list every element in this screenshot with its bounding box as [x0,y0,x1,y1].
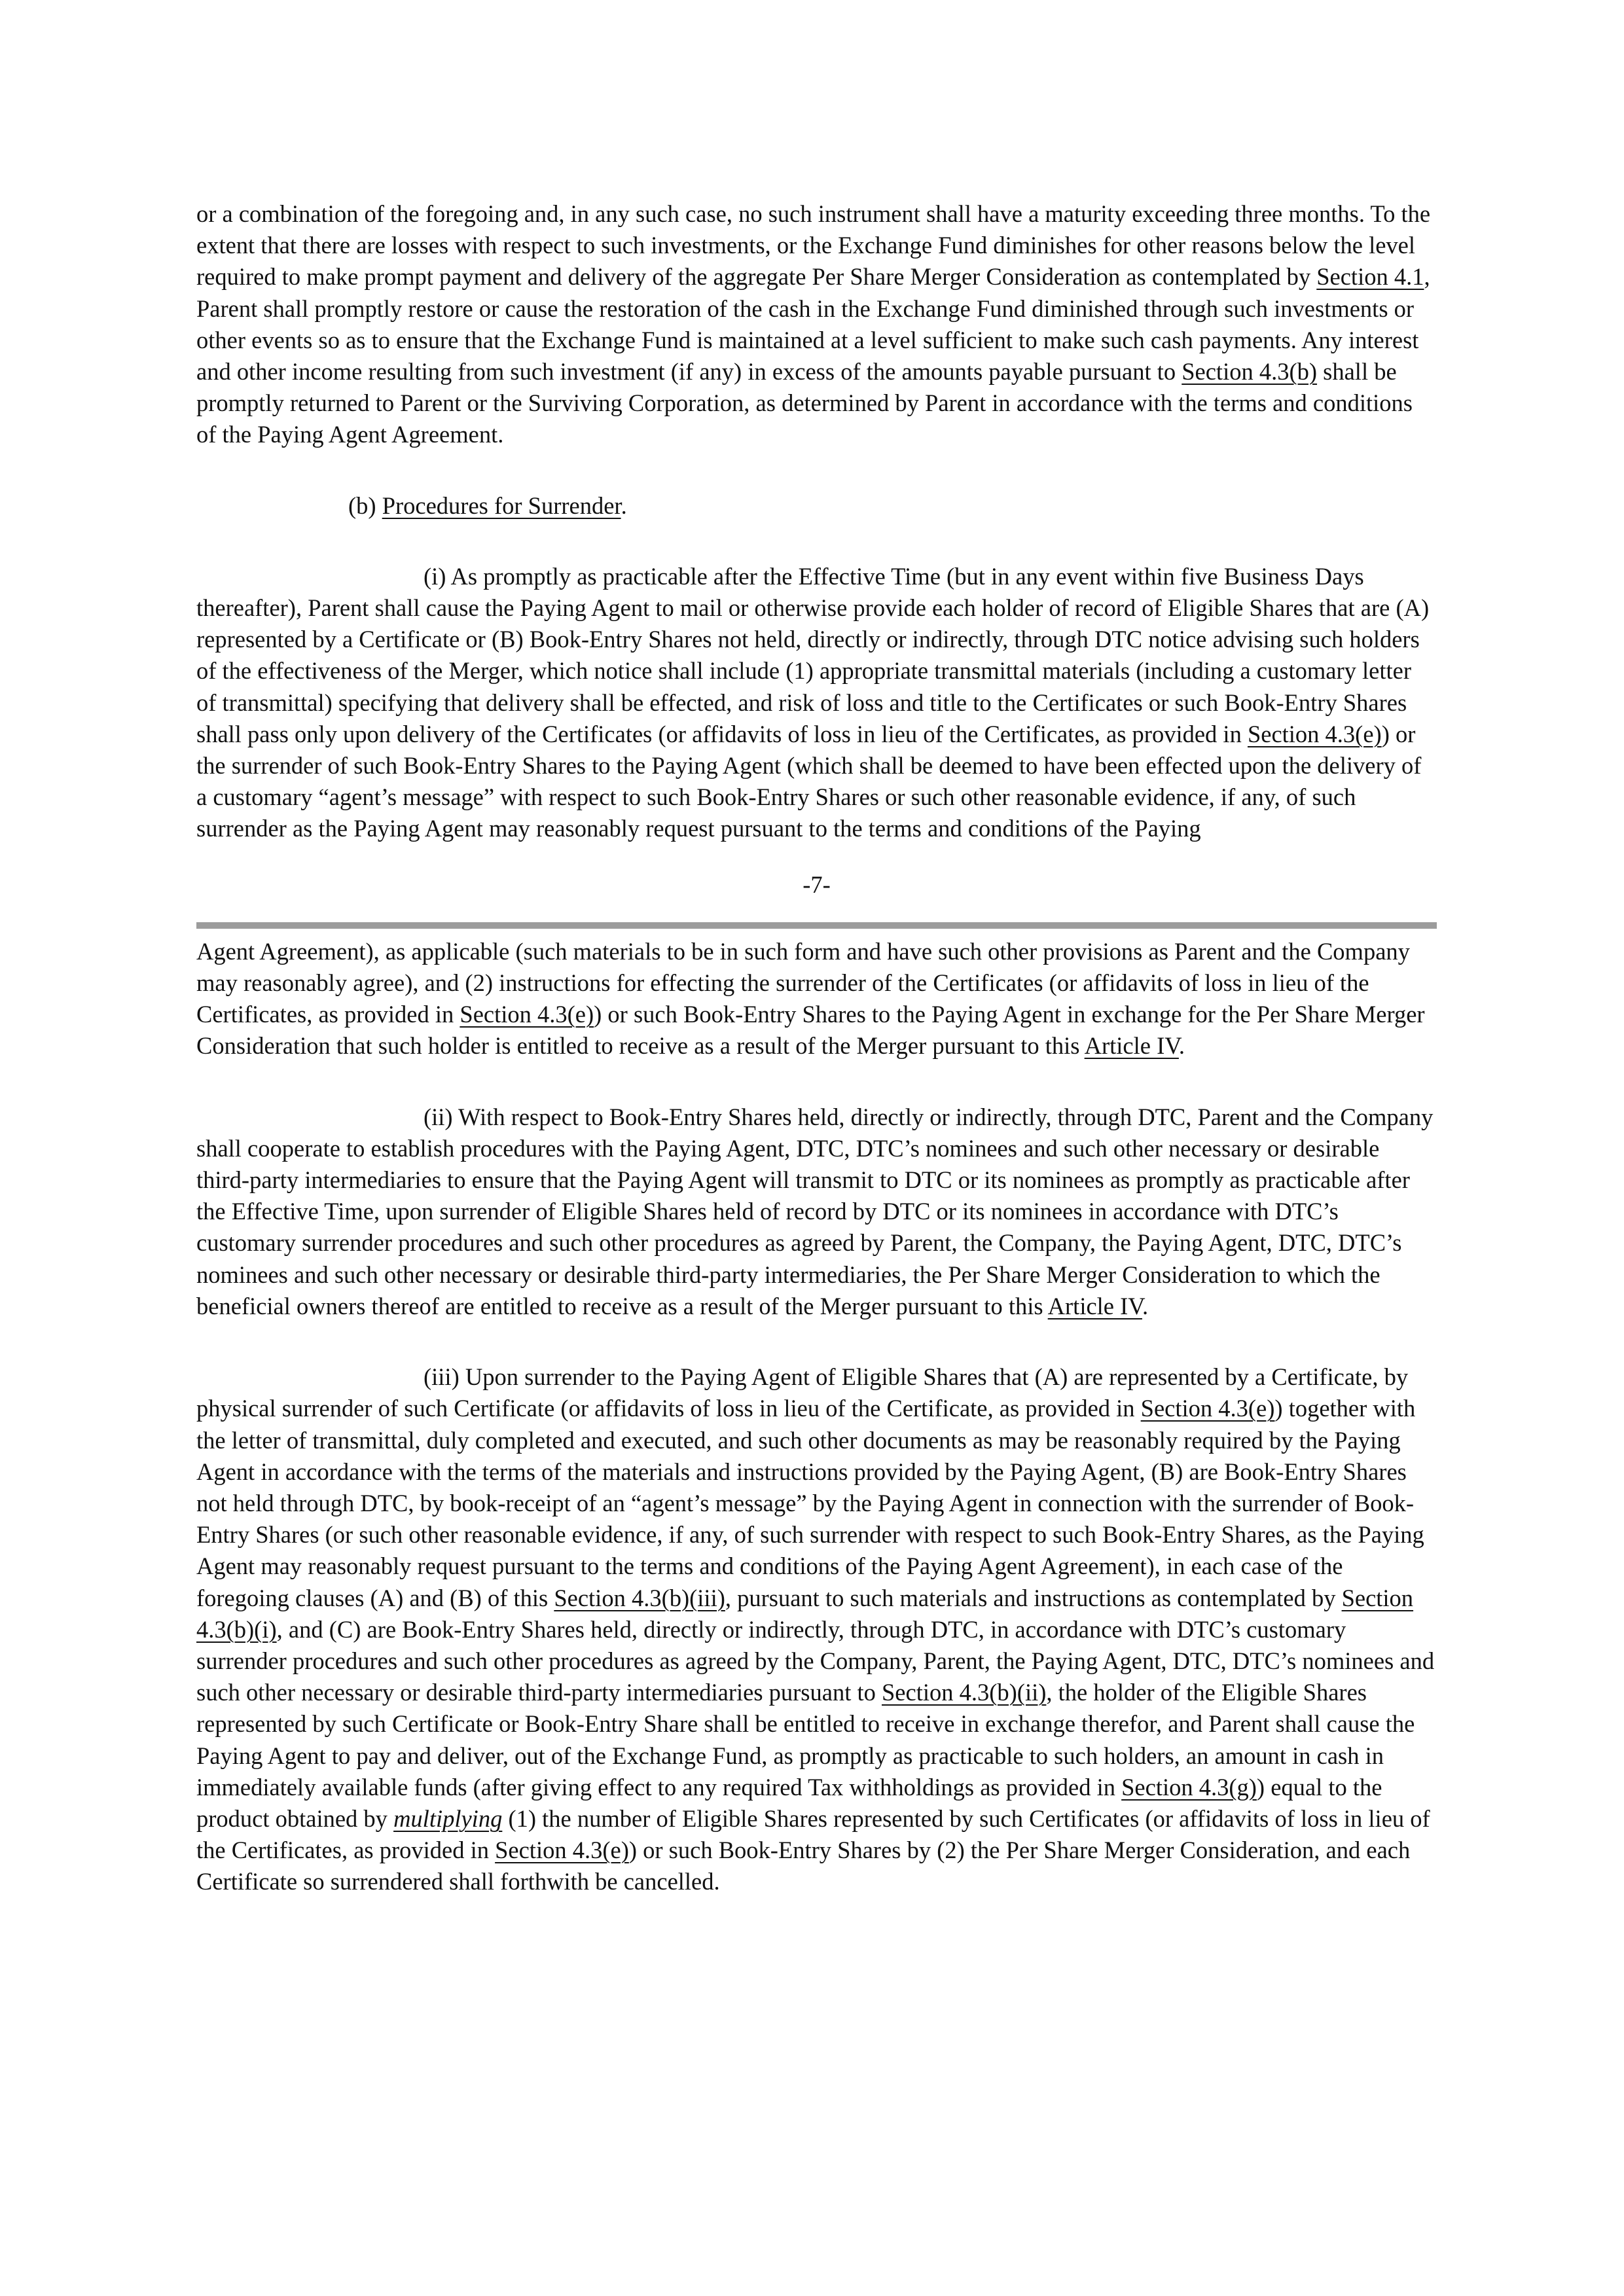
paragraph-procedures-ii: (ii) With respect to Book-Entry Shares held, directly or indirectly, through DTC, Parent and the Company shall cooperate to establish procedures with the Paying Agent, DTC, DTC’s nominees and such other necessary or desirable third-party intermediaries to ensure that the Paying Agent will transmit to DTC or its nominees as promptly as practicable after the Effective Time, upon surrender of Eligible Shares held of record by DTC or its nominees in accordance with DTC’s customary surrender procedures and such other procedures as agreed by Parent, the Company, the Paying Agent, DTC, DTC’s nominees and such other necessary or desirable third-party intermediaries, the Per Share Merger Consideration to which the beneficial owners thereof are entitled to receive as a result of the Merger pursuant to this Article IV. [196,1103,1434,1319]
emphasized-term: multiplying [393,1804,503,1832]
page-number: -7- [803,870,831,898]
heading-title: Procedures for Surrender [382,492,621,519]
paragraph-exchange-fund-investments: or a combination of the foregoing and, in any such case, no such instrument shall have a maturity exceeding three months. To the extent that there are losses with respect to such investments, or the Exchange Fund diminishes for other reasons below the level required to make prompt payment and delivery of the aggregate Per Share Merger Consideration as contemplated by Section 4.1, Parent shall promptly restore or cause the restoration of the cash in the Exchange Fund diminished through such investments or other events so as to ensure that the Exchange Fund is maintained at a level sufficient to make such cash payments. Any interest and other income resulting from such investment (if any) in excess of the amounts payable pursuant to Section 4.3(b) shall be promptly returned to Parent or the Surviving Corporation, as determined by Parent in accordance with the terms and conditions of the Paying Agent Agreement. [196,200,1431,448]
article-reference-link[interactable]: Article IV [1084,1032,1179,1060]
section-reference-link[interactable]: Section 4.3(e) [495,1837,629,1864]
section-reference-link[interactable]: Section 4.3(e) [1247,720,1382,747]
document-page [196,198,1437,1898]
section-reference-link[interactable]: Section 4.3(e) [460,1001,594,1028]
paragraph-procedures-i: (i) As promptly as practicable after the Effective Time (but in any event within five Business Days thereafter), Parent shall cause the Paying Agent to mail or otherwise provide each holder of record of Eligible Shares that are (A) represented by a Certificate or (B) Book-Entry Shares not held, directly or indirectly, through DTC notice advising such holders of the effectiveness of the Merger, which notice shall include (1) appropriate transmittal materials (including a customary letter of transmittal) specifying that delivery shall be effected, and risk of loss and title to the Certificates or such Book-Entry Shares shall pass only upon delivery of the Certificates (or affidavits of loss in lieu of the Certificates, as provided in Section 4.3(e)) or the surrender of such Book-Entry Shares to the Paying Agent (which shall be deemed to have been effected upon the delivery of a customary “agent’s message” with respect to such Book-Entry Shares or such other reasonable evidence, if any, of such surrender as the Paying Agent may reasonably request pursuant to the terms and conditions of the Paying [196,562,1430,842]
article-reference-link[interactable]: Article IV [1047,1292,1142,1319]
section-reference-link[interactable]: Section 4.3(b) [1182,358,1318,386]
section-reference-link[interactable]: Section 4.3(e) [1140,1395,1275,1422]
page-break-divider [196,922,1437,929]
paragraph-procedures-iii: (iii) Upon surrender to the Paying Agent of Eligible Shares that (A) are represented by a Certificate, by physical surrender of such Certificate (or affidavits of loss in lieu of the Certificate, as provided in Section 4.3(e)) together with the letter of transmittal, duly completed and executed, and such other documents as may be reasonably required by the Paying Agent in accordance with the terms of the materials and instructions provided by the Paying Agent, (B) are Book-Entry Shares not held through DTC, by book-receipt of an “agent’s message” by the Paying Agent in connection with the surrender of Book-Entry Shares (or such other reasonable evidence, if any, of such surrender with respect to such Book-Entry Shares, as the Paying Agent may reasonably request pursuant to the terms and conditions of the Paying Agent Agreement), in each case of the foregoing clauses (A) and (B) of this Section 4.3(b)(iii), pursuant to such materials and instructions as contemplated by Section 4.3(b)(i), and (C) are Book-Entry Shares held, directly or indirectly, through DTC, in accordance with DTC’s customary surrender procedures and such other procedures as agreed by the Company, Parent, the Paying Agent, DTC, DTC’s nominees and such other necessary or desirable third-party intermediaries pursuant to Section 4.3(b)(ii), the holder of the Eligible Shares represented by such Certificate or Book-Entry Share shall be entitled to receive in exchange therefor, and Parent shall cause the Paying Agent to pay and deliver, out of the Exchange Fund, as promptly as practicable to such holders, an amount in cash in immediately available funds (after giving effect to any required Tax withholdings as provided in Section 4.3(g)) equal to the product obtained by multiplying (1) the number of Eligible Shares represented by such Certificates (or affidavits of loss in lieu of the Certificates, as provided in Section 4.3(e)) or such Book-Entry Shares by (2) the Per Share Merger Consideration, and each Certificate so surrendered shall forthwith be cancelled. [196,1363,1435,1895]
section-reference-link[interactable]: Section 4.3(g) [1121,1773,1257,1801]
section-reference-link[interactable]: Section 4.3(b)(iii) [554,1584,725,1611]
paragraph-procedures-i-continued: Agent Agreement), as applicable (such materials to be in such form and have such other provisions as Parent and the Company may reasonably agree), and (2) instructions for effecting the surrender of the Certificates (or affidavits of loss in lieu of the Certificates, as provided in Section 4.3(e)) or such Book-Entry Shares to the Paying Agent in exchange for the Per Share Merger Consideration that such holder is entitled to receive as a result of the Merger pursuant to this Article IV. [196,937,1425,1060]
section-reference-link[interactable]: Section 4.3(b)(ii) [882,1679,1047,1706]
section-reference-link[interactable]: Section 4.1 [1316,263,1424,291]
section-reference-link[interactable]: Section 4.3(b)(i) [196,1584,1414,1643]
section-heading-procedures-for-surrender: (b) Procedures for Surrender. [348,492,627,519]
